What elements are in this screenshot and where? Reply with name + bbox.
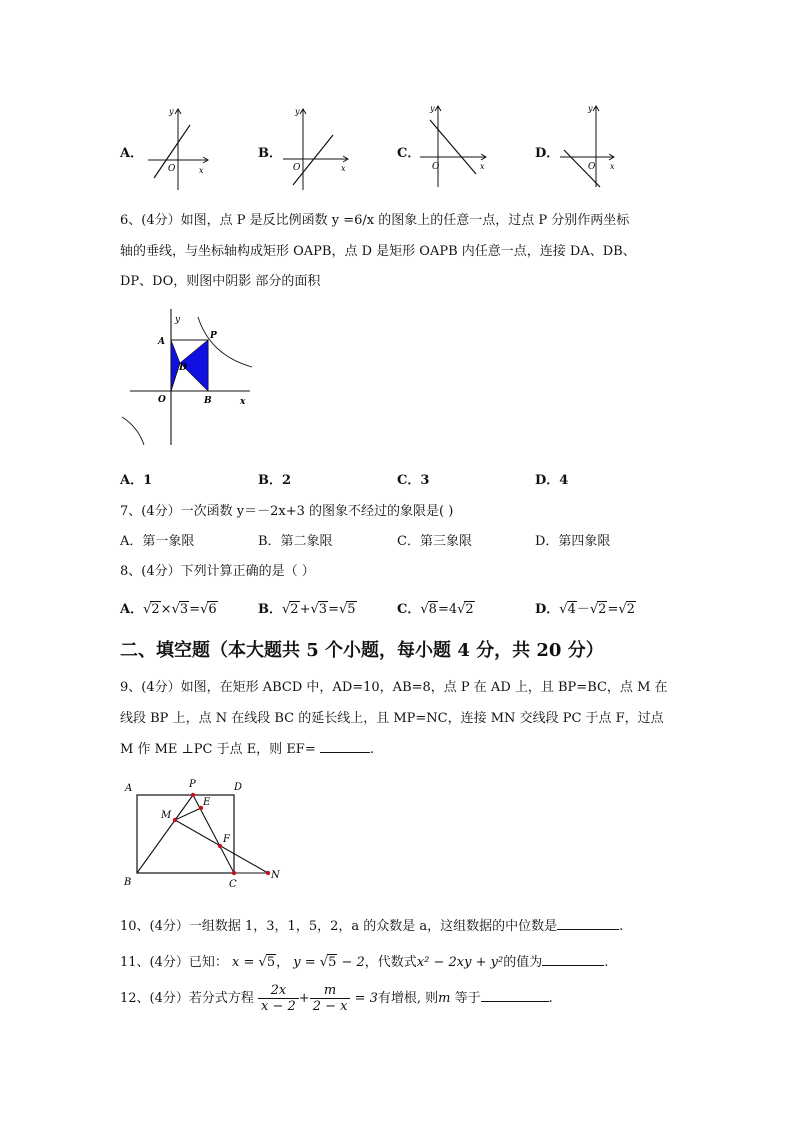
radicand: 3 [318,602,328,617]
point-c [232,871,236,875]
radicand: 2 [290,602,299,617]
q5-option-d-label: D． [535,146,560,161]
denominator: x − 2 [258,998,299,1014]
point-p-label: P [210,331,217,341]
q6-option-b: B．2 [258,473,292,488]
radicand: 5 [266,955,276,970]
q7-option-c: C．第三象限 [397,534,472,549]
plus: + [298,991,310,1006]
q9-line-1: 9、(4分）如图，在矩形 ABCD 中，AD=10，AB=8，点 P 在 AD 上，且 BP=BC，点 M 在 [120,680,668,695]
point-n [266,871,270,875]
sqrt-icon: √ [258,955,267,970]
section-2-title: 二、填空题（本大题共 5 个小题，每小题 4 分，共 20 分） [120,640,604,661]
sqrt-icon: √ [338,602,348,617]
period: . [604,955,609,970]
q9-line-2: 线段 BP 上，点 N 在线段 BC 的延长线上，且 MP=NC，连接 MN 交线段 PC 于点 F，过点 [120,711,664,726]
equals: = [189,602,201,617]
equals: = [607,602,619,617]
q5-option-b-label: B． [258,146,282,161]
axis-y-label: y [295,107,300,116]
point-p-label: P [189,779,196,790]
q12-line [120,983,553,1014]
denominator: 2 − x [310,998,351,1014]
point-e-label: E [203,797,211,808]
q7-option-d: D．第四象限 [535,534,611,549]
axis-y-label: y [588,104,593,113]
sqrt-icon: √ [319,955,329,970]
axis-x-label: x [199,166,204,175]
point-o-label: O [158,395,166,405]
coefficient: 4 [448,602,458,617]
axis-x-label: x [480,162,485,171]
numerator: m [323,983,337,998]
q8-text: 8、(4分）下列计算正确的是（ ） [120,564,315,579]
q10-text: 10、(4分）一组数据 1，3，1，5，2，a 的众数是 a，这组数据的中位数是 [120,919,558,934]
period: . [548,991,553,1006]
sqrt-icon: √ [200,602,209,617]
point-d-label: D [179,363,187,373]
point-f [218,844,222,848]
answer-blank[interactable] [481,989,549,1002]
radicand: 2 [626,602,635,617]
equals-3: = 3 [354,991,378,1006]
var-m: m [438,991,451,1006]
q6-line-1: 6、(4分）如图，点 P 是反比例函数 y =6/x 的图象上的任意一点，过点 P 分别作两坐标 [120,213,630,228]
operator: + [299,602,311,617]
point-n-label: N [271,870,280,881]
radicand: 4 [567,602,576,617]
radicand: 2 [465,602,474,617]
radicand: 8 [428,602,437,617]
q11-prefix: 11、(4分）已知： [120,955,228,970]
origin-label: O [432,162,440,172]
sqrt-icon: √ [559,602,568,617]
q7-option-b: B．第二象限 [258,534,333,549]
fraction-1 [258,983,299,1014]
option-label: C． [397,602,421,617]
sqrt-icon: √ [310,602,319,617]
radicand: 5 [328,955,337,970]
operator: × [160,602,172,617]
origin-label: O [588,162,596,172]
point-a-label: A [158,337,165,347]
q8-option-a [120,598,218,617]
point-b-label: B [124,877,132,888]
q6-option-d: D．4 [535,473,569,488]
y-expr: y = [293,955,320,970]
origin-label: O [293,163,301,173]
q7-text: 7、(4分）一次函数 y＝－2x+3 的图象不经过的象限是( ) [120,504,454,519]
option-label: B． [258,602,282,617]
q8-option-c [397,598,475,617]
equals: = [437,602,449,617]
axis-x-label: x [240,397,246,407]
sqrt-icon: √ [171,602,180,617]
q8-option-d [535,598,636,617]
radicand: 6 [208,602,217,617]
equals: = [328,602,339,617]
sqrt-icon: √ [589,602,599,617]
point-b-label: B [204,396,212,406]
sqrt-icon: √ [618,602,627,617]
q5-option-c-label: C． [397,146,421,161]
q5-graph-a [140,105,215,193]
axis-x-label: x [610,162,615,171]
q9-line-3 [120,738,374,757]
q12-prefix: 12、(4分）若分式方程 [120,991,254,1006]
period: . [619,919,624,934]
point-a-label: A [125,783,133,794]
option-label: A． [120,602,144,617]
q5-option-a-label: A． [120,146,144,161]
point-m-label: M [161,810,172,821]
point-m [173,818,177,822]
q11-suffix: 的值为 [503,955,543,970]
option-label: D． [535,602,560,617]
separator: ， [276,955,290,970]
origin-label: O [168,164,176,174]
q6-line-3: DP、DO，则图中阴影 部分的面积 [120,274,321,289]
fraction-2 [310,983,351,1014]
period: . [369,742,374,757]
point-f-label: F [223,834,230,845]
q6-option-c: C．3 [397,473,430,488]
numerator: 2x [270,983,287,998]
answer-blank[interactable] [542,953,604,966]
q9-figure [120,775,290,890]
sqrt-icon: √ [420,602,429,617]
radicand: 2 [151,602,160,617]
q5-graph-b [278,105,353,193]
answer-blank[interactable] [557,917,619,930]
q11-line [120,951,608,970]
answer-blank[interactable] [320,740,370,753]
q6-option-a: A．1 [120,473,153,488]
radicand: 5 [347,602,356,617]
y-tail: − 2 [337,955,365,970]
q8-option-b [258,598,357,617]
q5-graph-c [418,102,493,190]
point-d-label: D [234,782,243,793]
sqrt-icon: √ [143,602,152,617]
radicand: 2 [598,602,607,617]
axis-x-label: x [341,164,346,173]
q6-figure [120,305,255,447]
axis-y-label: y [175,315,181,325]
axis-y-label: y [169,107,174,116]
point-c-label: C [229,879,237,890]
q7-option-a: A．第一象限 [120,534,195,549]
sqrt-icon: √ [457,602,466,617]
q11-mid: ，代数式 [364,955,417,970]
x-expr: x = [232,955,259,970]
q5-graph-d [556,102,631,190]
axis-y-label: y [430,104,435,113]
q9-line-3-text: M 作 ME ⊥PC 于点 E，则 EF= [120,742,316,757]
polynomial: x² − 2xy + y² [416,955,504,970]
q6-line-2: 轴的垂线，与坐标轴构成矩形 OAPB，点 D 是矩形 OAPB 内任意一点，连接 DA、DB、 [120,244,636,259]
q12-suffix-2: 等于 [450,991,481,1006]
q12-suffix: 有增根, 则 [377,991,439,1006]
q10-line [120,915,623,934]
point-p [191,793,195,797]
sqrt-icon: √ [282,602,291,617]
operator: － [576,602,590,617]
radicand: 3 [179,602,189,617]
